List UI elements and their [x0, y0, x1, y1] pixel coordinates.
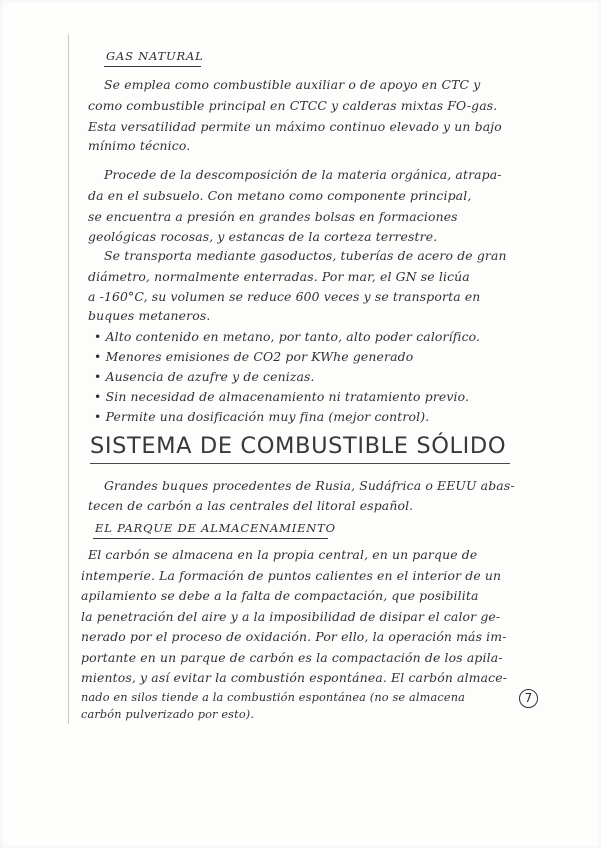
text-line: intemperie. La formación de puntos calientes en el interior de un — [81, 568, 502, 583]
text-line: se encuentra a presión en grandes bolsas en formaciones — [88, 209, 458, 224]
title-underline — [104, 66, 201, 67]
text-line: geológicas rocosas, y estancas de la corteza terrestre. — [88, 229, 438, 244]
text-line: buques metaneros. — [88, 308, 211, 323]
page-number: 7 — [519, 689, 538, 708]
bullet-item: • Alto contenido en metano, por tanto, alto poder calorífico. — [94, 329, 481, 344]
text-line: Grandes buques procedentes de Rusia, Sudáfrica o EEUU abas- — [104, 478, 515, 493]
text-line: El carbón se almacena en la propia central, en un parque de — [88, 547, 478, 562]
text-line: Procede de la descomposición de la materia orgánica, atrapa- — [104, 167, 502, 182]
text-line: a -160°C, su volumen se reduce 600 veces y se transporta en — [88, 289, 481, 304]
text-line: Se emplea como combustible auxiliar o de apoyo en CTC y — [104, 77, 481, 92]
bullet-item: • Ausencia de azufre y de cenizas. — [94, 369, 315, 384]
section-title-combustible-solido: SISTEMA DE COMBUSTIBLE SÓLIDO — [90, 433, 507, 459]
text-line: Esta versatilidad permite un máximo continuo elevado y un bajo — [88, 119, 502, 134]
text-line: apilamiento se debe a la falta de compactación, que posibilita — [81, 588, 479, 603]
text-line: la penetración del aire y a la imposibilidad de disipar el calor ge- — [81, 609, 501, 624]
text-line: carbón pulverizado por esto). — [81, 708, 255, 721]
text-line: diámetro, normalmente enterradas. Por mar, el GN se licúa — [88, 269, 470, 284]
section-title-gas-natural: GAS NATURAL — [106, 49, 204, 63]
subsection-title-parque: EL PARQUE DE ALMACENAMIENTO — [95, 521, 336, 535]
title-underline — [90, 463, 510, 464]
text-line: tecen de carbón a las centrales del litoral español. — [88, 498, 414, 513]
text-line: mientos, y así evitar la combustión espontánea. El carbón almace- — [81, 670, 508, 685]
text-line: portante en un parque de carbón es la compactación de los apila- — [81, 650, 503, 665]
title-underline — [93, 538, 328, 539]
text-line: da en el subsuelo. Con metano como componente principal, — [88, 188, 472, 203]
bullet-item: • Permite una dosificación muy fina (mejor control). — [94, 409, 430, 424]
text-line: como combustible principal en CTCC y calderas mixtas FO-gas. — [88, 98, 498, 113]
text-line: nerado por el proceso de oxidación. Por ello, la operación más im- — [81, 629, 507, 644]
text-line: nado en silos tiende a la combustión espontánea (no se almacena — [81, 691, 466, 704]
text-line: Se transporta mediante gasoductos, tuberías de acero de gran — [104, 248, 507, 263]
margin-line — [68, 34, 69, 724]
bullet-item: • Menores emisiones de CO2 por KWhe generado — [94, 349, 414, 364]
bullet-item: • Sin necesidad de almacenamiento ni tratamiento previo. — [94, 389, 470, 404]
text-line: mínimo técnico. — [88, 138, 191, 153]
